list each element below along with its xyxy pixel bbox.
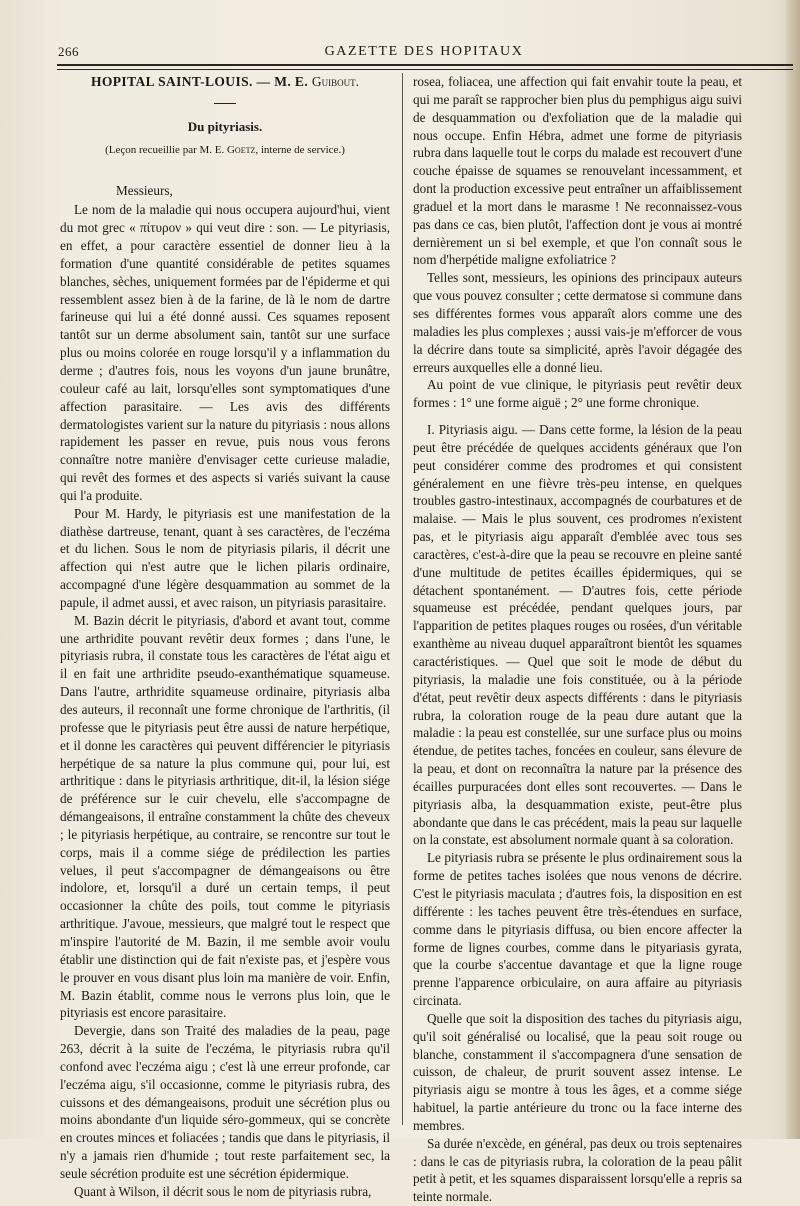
credit-name: Goetz [226,143,256,156]
credit-prefix: (Leçon recueillie par M. E. [105,143,227,156]
salutation: Messieurs, [116,182,173,198]
paragraph: Le nom de la maladie qui nous occupera aujourd'hui, vient du mot grec « πίτυρον » qui veut dire : son. — Le pityriasis, en effet, a pour caractère essentiel de donner lieu à la formation d'une quantité considérable de petites squames blanches, sèches, uniquement formées par de l'épiderme et qui ressemblent assez bien à de la farine, de là le nom de dartre farineuse qui lui a été donné aussi. Ces squames reposent tantôt sur un derme absolument sain, tantôt sur une surface plus ou moins colorée en rouge lorsqu'il y a inflammation du derme ; d'autres fois, nous les voyons d'un jaune brunâtre, couleur café au lait, lorsqu'elles sont symptomatiques d'une affection parasitaire. — Les avis des différents dermatologistes varient sur la nature du pityriasis : nous allons rapidement les passer en revue, puis nous vous ferons connaître notre manière d'envisager cette curieuse maladie, qui revêt des formes et des aspects si variés suivant la cause qui l'a produite. [60,202,390,503]
paragraph: Le pityriasis rubra se présente le plus ordinairement sous la forme de petites taches isolées que nous venons de décrire. C'est le pityriasis maculata ; d'autres fois, la disposition en est différente : les taches peuvent être très-étendues en surface, comme dans le pityriasis diffusa, ou bien encore affecter la forme de lignes courbes, comme dans le pityariasis gyrata, que la courbe s'accentue davantage et que la ligne rouge prenne l'apparence orbiculaire, on aura affaire au pityriasis circinata. [413,850,742,1009]
paragraph: Quelle que soit la disposition des taches du pityriasis aigu, qu'il soit généralisé ou localisé, que la peau soit rouge ou blanche, constamment il s'accompagnera d'une sensation de cuisson, de chaleur, de prurit souvent assez intense. Le pityriasis aigu se montre à tous les âges, et a comme siége habituel, la partie antérieure du tronc ou la face interne des membres. [413,1010,742,1133]
header-rule-thin [57,69,793,70]
page-number: 266 [58,44,79,59]
article-topic: Du pityriasis. [187,118,263,134]
column-divider [402,73,403,1125]
paragraph: I. Pityriasis aigu. — Dans cette forme, la lésion de la peau peut être précédée de quelques accidents généraux que l'on peut considérer comme des prodromes et qui consistent généralement en une fièvre très-peu intense, en quelques troubles gastro-intestinaux, accompagnés de courbatures et de malaise. — Mais le plus souvent, ces prodromes n'existent pas, et le pityriasis aigu apparaît d'emblée avec tous ses caractères, c'est-à-dire que la peau se recouvre en pleine santé d'une multitude de petites écailles épidermiques, qui se détachent spontanément. — D'autres fois, cette période squameuse est précédée, pendant quelques jours, par l'apparition de petites plaques rouges ou rosées, d'un véritable exanthème au niveau duquel apparaîtront bientôt les squames caractéristiques. — Quel que soit le mode de début du pityriasis, la maladie une fois constituée, ou à la période d'état, peut revêtir deux aspects différents : dans le pityriasis rubra, la coloration rouge de la peau dure autant que la maladie : la peau est constellée, sur une surface plus ou moins étendue, de petites taches, foncées en couleur, sans élevure de la peau, et dont on reconnaîtra la nature par la présence des écailles purpuracées dont elles sont recouvertes. — Dans le pityriasis alba, la desquammation existe, peut-être plus abondante que dans le cas précédent, mais la peau sur laquelle on la constate, est absolument normale quant à sa coloration. [413,422,742,848]
hospital-doctor: Guibout. [311,74,360,89]
section-gap [413,412,742,421]
article-credit [60,142,390,160]
paragraph: Pour M. Hardy, le pityriasis est une manifestation de la diathèse dartreuse, tenant, quant à ses caractères, de l'eczéma et du lichen. Sous le nom de pityriasis pilaris, il décrit une affection qui n'est autre que le lichen pilaris ordinaire, accompagné d'une légère desquammation au sommet de la papule, il admet aussi, et avec raison, un pityriasis parasitaire. [60,505,390,610]
journal-title: GAZETTE DES HOPITAUX [324,44,524,59]
page-header [55,44,793,62]
heading-dash [214,103,236,104]
hospital-heading [60,73,390,91]
credit-suffix: , interne de service.) [255,143,345,156]
paragraph: Telles sont, messieurs, les opinions des principaux auteurs que vous pouvez consulter ; cette dermatose si commune dans ses différentes formes vous apparaît alors comme une des maladies les plus complexes ; aussi vais-je m'efforcer de vous la décrire dans toute sa simplicité, après l'avoir dégagée des erreurs auxquelles elle a donné lieu. [413,270,742,375]
paragraph: Devergie, dans son Traité des maladies de la peau, page 263, décrit à la suite de l'eczéma, le pityriasis rubra qu'il confond avec l'eczéma aigu ; c'est là une erreur profonde, car l'eczéma aigu, s'il occasionne, comme le pityriasis rubra, des cuissons et des démangeaisons, produit une sécrétion plus ou moins abondante d'un liquide séro-gommeux, qui se concrète en croutes minces et foliacées ; tandis que dans le pityriasis, il n'y a jamais rien d'humide ; tout reste parfaitement sec, la seule sécrétion produite est une sécrétion épidermique. [60,1023,390,1181]
paragraph: Au point de vue clinique, le pityriasis peut revêtir deux formes : 1° une forme aiguë ; 2° une forme chronique. [413,377,742,411]
paragraph: Quant à Wilson, il décrit sous le nom de pityriasis rubra, [74,1183,372,1199]
paragraph: M. Bazin décrit le pityriasis, d'abord et avant tout, comme une arthridite pouvant revêtir deux formes ; dans l'une, le pityriasis rubra, il constate tous les caractères de l'état aigu et il en fait une arthridite pseudo-exanthématique squameuse. Dans l'autre, arthridite squameuse ordinaire, pityriasis alba des auteurs, il reconnaît une forme chronique de l'arthritis, (il professe que le pityriasis peut être aussi de nature herpétique, et il donne les caractères qui peuvent différencier le pityriasis herpétique de sa nature la plus commune qui, pour lui, est arthritique : dans le pityriasis arthritique, dit-il, la lésion siége de préférence sur le cuir chevelu, elle s'accompagne de démangeaisons, il entraîne constamment la chûte des cheveux ; le pityriasis herpétique, au contraire, se rencontre sur tout le corps, mais il a comme siége de prédilection les parties velues, il peut s'accompagner de démangeaisons ou être indolore, et, lorsqu'il a duré un certain temps, il peut occasionner la chûte des poils, tout comme le pityriasis arthritique. J'avoue, messieurs, que malgré tout le respect que m'inspire l'autorité de M. Bazin, il me semble avoir voulu établir une distinction qui de fait n'existe pas, et j'espère vous le prouver en vous disant plus loin ma manière de voir. Enfin, M. Bazin établit, comme nous le verrons plus loin, que le pityriasis est encore parasitaire. [60,612,390,1021]
right-column [413,73,742,1206]
hospital-prefix: HOPITAL SAINT-LOUIS. — M. E. [90,74,312,89]
page-edge [786,0,800,1139]
header-rule-thick [57,64,793,66]
paragraph: rosea, foliacea, une affection qui fait envahir toute la peau, et qui me paraît se rapprocher bien plus du pemphigus aigu suivi de desquammation ou d'exfoliation que de la maladie qui nous occupe. Enfin Hébra, admet une forme de pityriasis rubra dans laquelle tout le corps du malade est recouvert d'une couche épaisse de squames se renouvelant incessamment, et dont la production excessive peut entraîner un affaiblissement graduel et la mort dans le marasme ! Ne reconnaissez-vous pas dans ce cas, bien plutôt, l'affection dont je vous ai montré dernièrement un si bel exemple, et que l'on connaît sous le nom d'herpétide maligne exfoliatrice ? [413,74,743,268]
paragraph: Sa durée n'excède, en général, pas deux ou trois septenaires : dans le cas de pityriasis rubra, la coloration de la peau pâlit petit à petit, et les squames disparaissent lorsqu'elle a repris sa teinte normale. [413,1135,742,1205]
left-column [60,73,390,1201]
